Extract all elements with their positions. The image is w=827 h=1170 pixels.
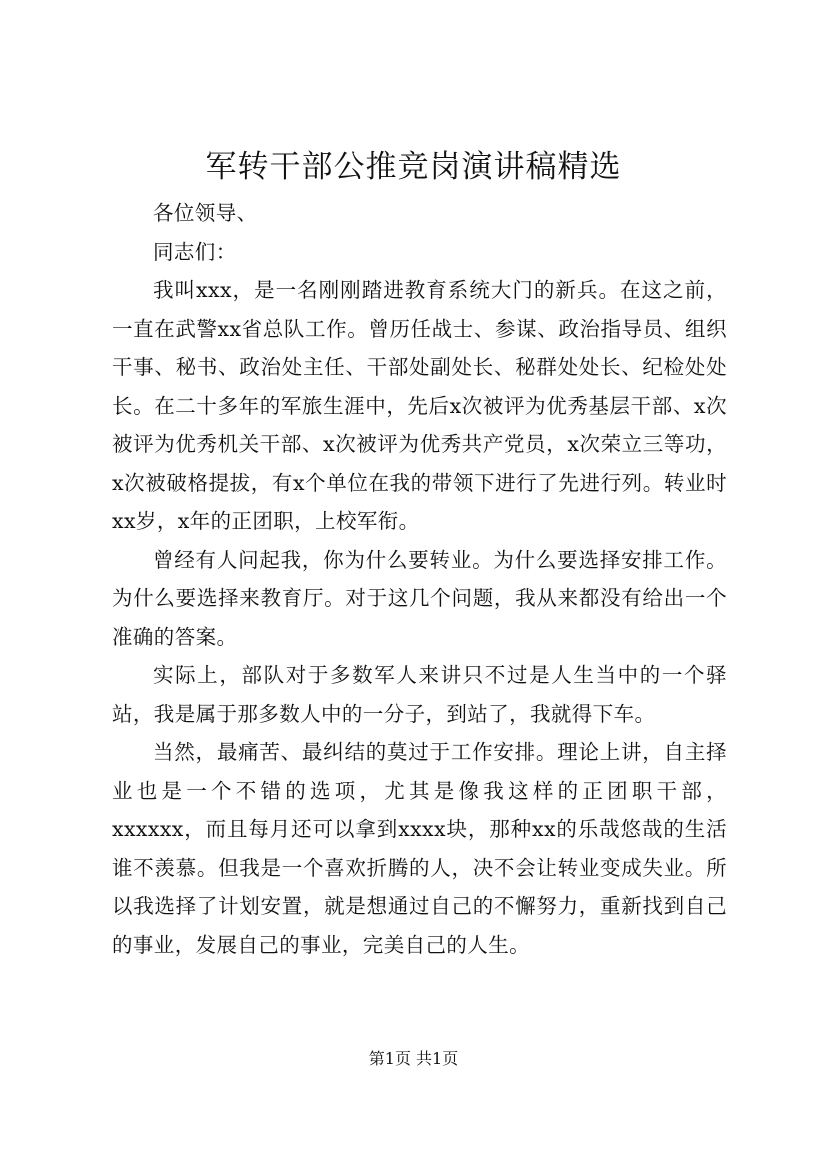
document-body <box>112 194 727 964</box>
salutation-line-1: 各位领导、 <box>153 201 258 225</box>
salutation-line-2: 同志们： <box>153 239 237 264</box>
document-title: 军转干部公推竞岗演讲稿精选 <box>205 149 622 185</box>
paragraph-introduction: 我叫xxx，是一名刚刚踏进教育系统大门的新兵。在这之前，一直在武警xx省总队工作。曾历任战士、参谋、政治指导员、组织干事、秘书、政治处主任、干部处副处长、秘群处处长、纪检处处长。在二十多年的军旅生涯中，先后x次被评为优秀基层干部、x次被评为优秀机关干部、x次被评为优秀共产党员，x次荣立三等功，x次被破格提拔，有x个单位在我的带领下进行了先进行列。转业时xx岁，x年的正团职，上校军衔。 <box>112 278 727 533</box>
paragraph-station: 实际上，部队对于多数军人来讲只不过是人生当中的一个驿站，我是属于那多数人中的一分子，到站了，我就得下车。 <box>112 663 727 726</box>
paragraph-question: 曾经有人问起我，你为什么要转业。为什么要选择安排工作。为什么要选择来教育厅。对于这几个问题，我从来都没有给出一个准确的答案。 <box>112 547 727 649</box>
page-footer: 第1页 共1页 <box>368 1049 459 1068</box>
paragraph-placement: 当然，最痛苦、最纠结的莫过于工作安排。理论上讲，自主择业也是一个不错的选项，尤其是像我这样的正团职干部，xxxxxx，而且每月还可以拿到xxxx块，那种xx的乐哉悠哉的生活谁不羡慕。但我是一个喜欢折腾的人，决不会让转业变成失业。所以我选择了计划安置，就是想通过自己的不懈努力，重新找到自己的事业，发展自己的事业，完美自己的人生。 <box>112 740 727 957</box>
